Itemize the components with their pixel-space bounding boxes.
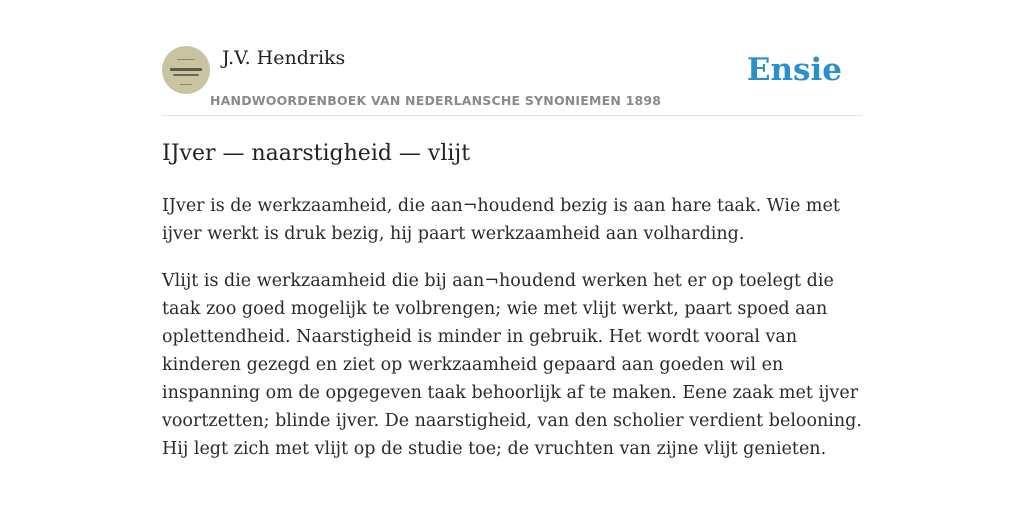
entry-title: IJver — naarstigheid — vlijt [162, 141, 471, 166]
source-title[interactable]: HANDWOORDENBOEK VAN NEDERLANSCHE SYNONIEMEN 1898 [210, 93, 662, 108]
author-name[interactable]: J.V. Hendriks [222, 47, 346, 69]
cover-line [173, 74, 199, 76]
book-cover-avatar[interactable] [162, 46, 210, 94]
entry-paragraph: IJver is de werkzaamheid, die aan¬houdend bezig is aan hare taak. Wie met ijver werkt is druk bezig, hij paart werkzaamheid aan volharding. [162, 196, 840, 244]
cover-line [170, 68, 202, 71]
cover-line [177, 59, 195, 60]
cover-line [180, 84, 192, 85]
ensie-logo[interactable]: Ensie [746, 52, 842, 88]
entry-paragraph: Vlijt is die werkzaamheid die bij aan¬houdend werken het er op toelegt die taak zoo goed mogelijk te volbrengen; wie met vlijt werkt, paart spoed aan oplettendheid. Naarstigheid is minder in gebruik. Het wordt vooral van kinderen gezegd en ziet op werkzaamheid gepaard aan goeden wil en inspanning om de opgegeven taak behoorlijk af te maken. Eene zaak met ijver voortzetten; blinde ijver. De naarstigheid, van den scholier verdient belooning. Hij legt zich met vlijt op de studie toe; de vruchten van zijne vlijt genieten. [162, 271, 862, 459]
entry-content [162, 192, 862, 482]
header [162, 46, 862, 116]
